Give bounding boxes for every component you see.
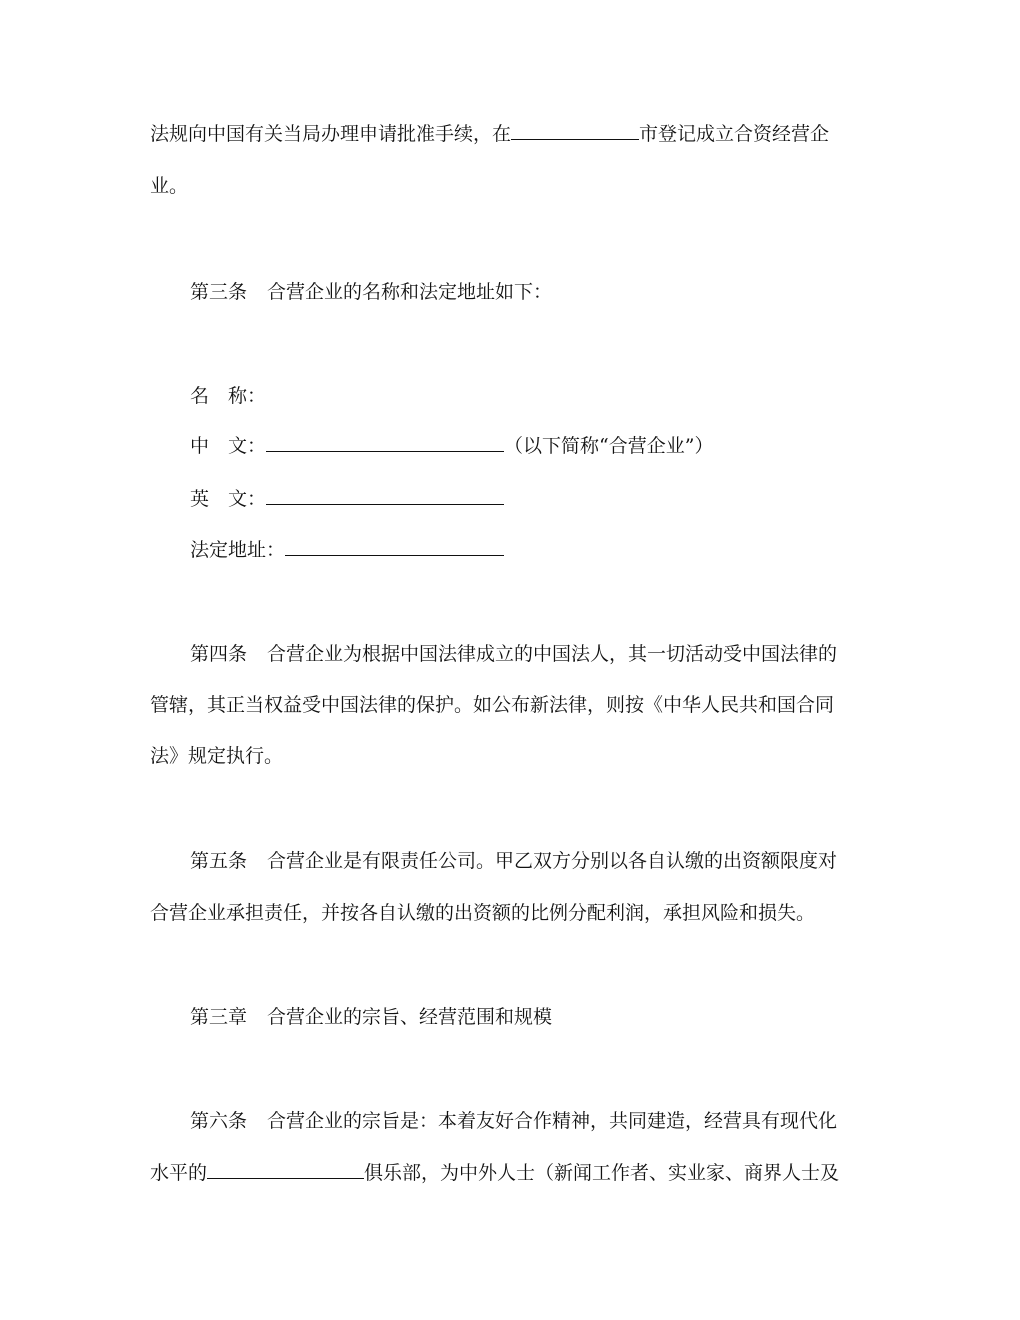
article-5 [190,848,837,874]
paragraph-line [150,900,815,926]
chinese-label: 中 文： [190,435,267,457]
chapter-heading: 第三章 [190,1006,248,1028]
club-blank [207,1160,364,1179]
article-text: 管辖，其正当权益受中国法律的保护。如公布新法律，则按《中华人民共和国合同 [150,694,835,716]
article-text: 水平的 [150,1162,208,1184]
article-4 [190,641,837,667]
paragraph-text: 市登记成立合资经营企 [639,123,830,145]
paragraph-text: 法规向中国有关当局办理申请批准手续，在 [150,123,512,145]
article-heading: 第四条 [190,643,248,665]
name-label-text: 名 称： [190,385,267,407]
paragraph-line [150,1160,839,1186]
chinese-name-row [190,433,713,459]
paragraph-line [150,173,188,199]
name-label [190,383,266,409]
chapter-title: 合营企业的宗旨、经营范围和规模 [267,1006,553,1028]
article-heading: 第六条 [190,1110,248,1132]
article-text: 合营企业的宗旨是：本着友好合作精神，共同建造，经营具有现代化 [267,1110,838,1132]
chapter-3 [190,1004,552,1030]
city-blank [511,121,639,140]
article-heading: 第三条 [190,281,248,303]
article-3 [190,279,552,305]
english-name-row [190,486,504,512]
article-text: 合营企业承担责任，并按各自认缴的出资额的比例分配利润，承担风险和损失。 [150,902,816,924]
chinese-name-blank [266,433,504,452]
paragraph-line [150,743,283,769]
english-name-blank [266,486,504,505]
article-text: 法》规定执行。 [150,745,284,767]
article-heading: 第五条 [190,850,248,872]
paragraph-text: 业。 [150,175,189,197]
english-label: 英 文： [190,488,267,510]
paragraph-line [150,692,834,718]
article-text: 合营企业为根据中国法律成立的中国法人，其一切活动受中国法律的 [267,643,838,665]
article-text: 俱乐部，为中外人士（新闻工作者、实业家、商界人士及 [364,1162,840,1184]
chinese-note: （以下简称“合营企业”） [504,435,714,457]
address-row [190,537,504,563]
article-text: 合营企业是有限责任公司。甲乙双方分别以各自认缴的出资额限度对 [267,850,838,872]
address-label: 法定地址： [190,539,286,561]
paragraph-line [150,121,829,147]
address-blank [285,537,504,556]
article-text: 合营企业的名称和法定地址如下： [267,281,553,303]
article-6 [190,1108,837,1134]
